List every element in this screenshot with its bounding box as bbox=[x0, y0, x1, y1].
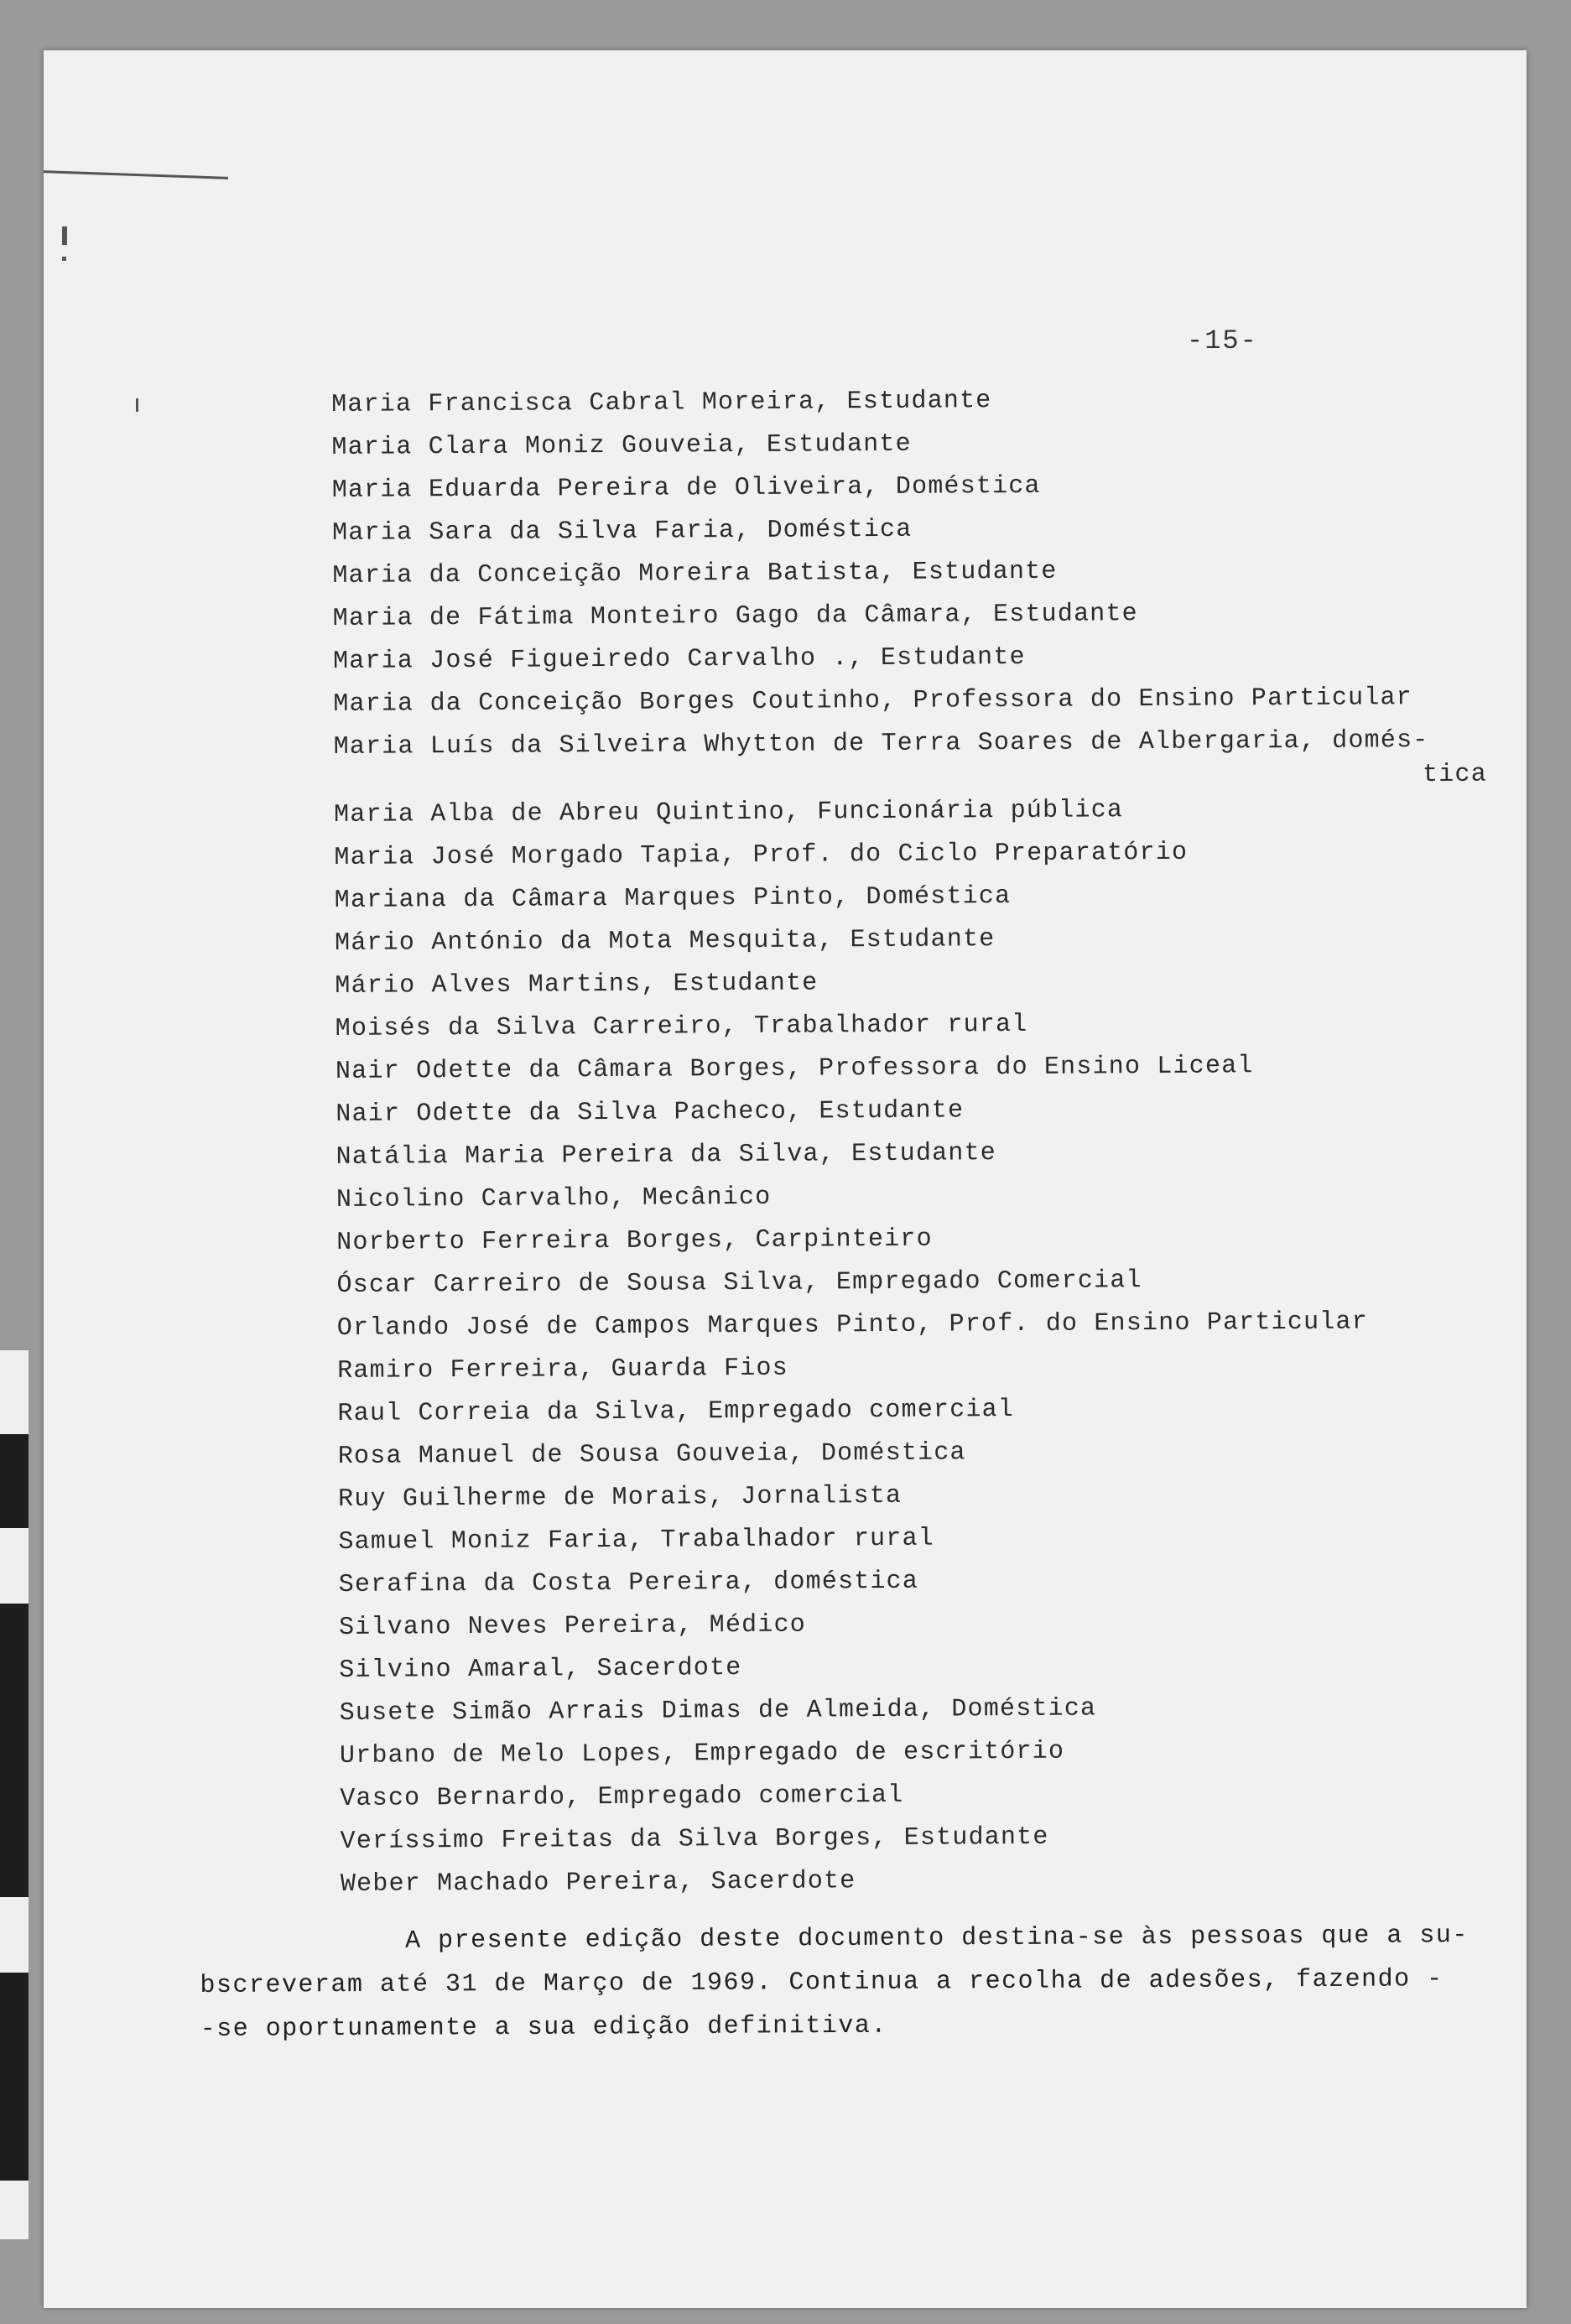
signatory-entry: Mariana da Câmara Marques Pinto, Doméstica bbox=[334, 882, 1012, 915]
signatory-entry: Maria Sara da Silva Faria, Doméstica bbox=[331, 515, 913, 548]
signatory-occupation: Empregado comercial bbox=[708, 1396, 1015, 1427]
signatory-list bbox=[331, 377, 1515, 1906]
signatory-occupation: Jornalista bbox=[741, 1481, 903, 1512]
signatory-entry: Nair Odette da Câmara Borges, Professora do Ensino Liceal bbox=[335, 1052, 1254, 1086]
signatory-entry: Orlando José de Campos Marques Pinto, Prof. do Ensino Particular bbox=[336, 1308, 1368, 1343]
signatory-occupation: Estudante bbox=[673, 969, 819, 999]
signatory-entry: Raul Correia da Silva, Empregado comercial bbox=[337, 1396, 1015, 1428]
signatory-occupation: Estudante bbox=[766, 429, 912, 460]
signatory-entry: Serafina da Costa Pereira, doméstica bbox=[338, 1567, 919, 1599]
signatory-name: Veríssimo Freitas da Silva Borges bbox=[340, 1824, 872, 1856]
signatory-occupation: Médico bbox=[709, 1610, 807, 1640]
signatory-entry: Veríssimo Freitas da Silva Borges, Estudante bbox=[340, 1822, 1049, 1856]
signatory-occupation: Doméstica bbox=[895, 471, 1041, 502]
signatory-occupation: Trabalhador rural bbox=[753, 1010, 1028, 1041]
signatory-occupation: Sacerdote bbox=[596, 1654, 742, 1684]
signatory-occupation: Doméstica bbox=[767, 515, 913, 545]
signatory-entry: Rosa Manuel de Sousa Gouveia, Doméstica bbox=[337, 1438, 966, 1471]
closing-line-text: A presente edição deste documento destina-se às pessoas que a su- bbox=[405, 1921, 1469, 1956]
signatory-name: Orlando José de Campos Marques Pinto bbox=[336, 1310, 918, 1343]
signatory-name: Maria Luís da Silveira Whytton de Terra Soares de Albergaria bbox=[333, 726, 1300, 762]
signatory-name: Silvino Amaral bbox=[339, 1655, 565, 1685]
signatory-entry: Maria José Figueiredo Carvalho ., Estudante bbox=[332, 642, 1026, 676]
signatory-entry: Maria da Conceição Borges Coutinho, Professora do Ensino Particular bbox=[333, 684, 1413, 719]
signatory-entry: Maria de Fátima Monteiro Gago da Câmara, Estudante bbox=[332, 600, 1138, 633]
signatory-occupation: Guarda Fios bbox=[611, 1354, 788, 1384]
signatory-name: Raul Correia da Silva bbox=[337, 1397, 676, 1428]
signatory-entry: Ramiro Ferreira, Guarda Fios bbox=[337, 1354, 788, 1386]
signatory-entry: Nair Odette da Silva Pacheco, Estudante bbox=[336, 1096, 965, 1129]
signatory-name: Nair Odette da Câmara Borges bbox=[335, 1054, 787, 1086]
signatory-name: Mário António da Mota Mesquita bbox=[334, 926, 819, 958]
signatory-entry: Maria Luís da Silveira Whytton de Terra Soares de Albergaria, domés- tica bbox=[333, 719, 1507, 794]
signatory-occupation: doméstica bbox=[773, 1567, 919, 1597]
pencil-mark bbox=[62, 257, 66, 261]
closing-paragraph bbox=[200, 1914, 1526, 2051]
pencil-mark bbox=[136, 398, 138, 412]
ruler-segment bbox=[0, 1897, 29, 1973]
signatory-entry: Weber Machado Pereira, Sacerdote bbox=[340, 1867, 856, 1899]
signatory-occupation: Prof. do Ensino Particular bbox=[949, 1308, 1368, 1339]
signatory-entry: Vasco Bernardo, Empregado comercial bbox=[340, 1781, 904, 1813]
signatory-name: Serafina da Costa Pereira bbox=[338, 1568, 741, 1599]
signatory-occupation: Professora do Ensino Particular bbox=[913, 684, 1413, 715]
signatory-entry: Maria Francisca Cabral Moreira, Estudante bbox=[331, 387, 992, 419]
signatory-entry: Natália Maria Pereira da Silva, Estudante bbox=[336, 1139, 997, 1172]
signatory-occupation: Estudante bbox=[851, 1139, 997, 1169]
signatory-name: Ruy Guilherme de Morais bbox=[338, 1483, 709, 1514]
pencil-mark bbox=[62, 226, 67, 245]
signatory-occupation: Estudante bbox=[846, 387, 992, 417]
signatory-entry: Susete Simão Arrais Dimas de Almeida, Doméstica bbox=[339, 1694, 1097, 1728]
signatory-occupation: Doméstica bbox=[820, 1438, 966, 1469]
signatory-name: Mariana da Câmara Marques Pinto bbox=[334, 883, 835, 915]
signatory-name: Rosa Manuel de Sousa Gouveia bbox=[337, 1439, 789, 1471]
closing-line: -se oportunamente a sua edição definitiva. bbox=[200, 2011, 887, 2044]
signatory-name: Ramiro Ferreira bbox=[337, 1355, 580, 1386]
signatory-name: Maria de Fátima Monteiro Gago da Câmara bbox=[332, 600, 961, 633]
signatory-occupation: Estudante bbox=[992, 600, 1138, 630]
signatory-name: Nicolino Carvalho bbox=[336, 1183, 611, 1214]
signatory-name: Maria Francisca Cabral Moreira bbox=[331, 387, 815, 419]
signatory-entry: Mário Alves Martins, Estudante bbox=[335, 969, 819, 1001]
signatory-occupation: Prof. do Ciclo Preparatório bbox=[752, 838, 1189, 870]
signatory-entry: Mário António da Mota Mesquita, Estudante bbox=[334, 925, 996, 958]
signatory-occupation: Estudante bbox=[850, 925, 996, 955]
signatory-entry: Ruy Guilherme de Morais, Jornalista bbox=[338, 1481, 903, 1514]
signatory-entry: Maria Eduarda Pereira de Oliveira, Doméstica bbox=[331, 471, 1041, 505]
signatory-entry: Norberto Ferreira Borges, Carpinteiro bbox=[336, 1224, 933, 1257]
signatory-entry: Samuel Moniz Faria, Trabalhador rural bbox=[338, 1524, 935, 1557]
signatory-occupation: Estudante bbox=[880, 642, 1026, 673]
signatory-entry: Moisés da Silva Carreiro, Trabalhador rural bbox=[335, 1010, 1028, 1043]
signatory-name: Susete Simão Arrais Dimas de Almeida bbox=[339, 1695, 920, 1728]
signatory-entry: Óscar Carreiro de Sousa Silva, Empregado Comercial bbox=[336, 1266, 1142, 1300]
signatory-entry: Silvano Neves Pereira, Médico bbox=[338, 1610, 807, 1642]
signatory-entry: Maria Alba de Abreu Quintino, Funcionária pública bbox=[334, 796, 1124, 829]
signatory-entry: Urbano de Melo Lopes, Empregado de escritório bbox=[339, 1737, 1065, 1770]
signatory-occupation: Carpinteiro bbox=[755, 1224, 933, 1255]
signatory-occupation-continued: tica bbox=[1422, 760, 1487, 790]
signatory-entry: Maria da Conceição Moreira Batista, Estudante bbox=[332, 557, 1058, 590]
signatory-name: Moisés da Silva Carreiro bbox=[335, 1012, 722, 1043]
signatory-name: Silvano Neves Pereira bbox=[338, 1611, 678, 1642]
signatory-occupation: Professora do Ensino Liceal bbox=[818, 1052, 1254, 1084]
ruler-segment bbox=[0, 2181, 29, 2239]
signatory-occupation: Estudante bbox=[819, 1096, 965, 1126]
signatory-entry: Silvino Amaral, Sacerdote bbox=[339, 1654, 742, 1685]
signatory-name: Maria Clara Moniz Gouveia bbox=[331, 431, 735, 462]
signatory-entry: Maria José Morgado Tapia, Prof. do Ciclo Preparatório bbox=[334, 838, 1189, 872]
signatory-occupation: Empregado Comercial bbox=[835, 1266, 1142, 1297]
signatory-occupation: Empregado de escritório bbox=[694, 1737, 1065, 1769]
signatory-name: Weber Machado Pereira bbox=[340, 1868, 679, 1899]
signatory-occupation: Mecânico bbox=[642, 1183, 772, 1213]
ruler-segment bbox=[0, 1528, 29, 1604]
signatory-name: Nair Odette da Silva Pacheco bbox=[336, 1097, 788, 1129]
signatory-occupation: Trabalhador rural bbox=[660, 1524, 935, 1555]
signatory-name: Samuel Moniz Faria bbox=[338, 1526, 629, 1557]
signatory-name: Urbano de Melo Lopes bbox=[339, 1739, 663, 1770]
page-number: -15- bbox=[1187, 325, 1258, 356]
signatory-occupation: Doméstica bbox=[951, 1694, 1097, 1724]
signatory-name: Maria José Figueiredo Carvalho . bbox=[332, 644, 849, 676]
signatory-entry: Nicolino Carvalho, Mecânico bbox=[336, 1183, 772, 1214]
closing-line bbox=[200, 1914, 1525, 1964]
signatory-occupation: Estudante bbox=[912, 557, 1058, 587]
signatory-name: Maria José Morgado Tapia bbox=[334, 841, 721, 872]
signatory-occupation: Empregado comercial bbox=[597, 1781, 904, 1812]
scale-ruler bbox=[0, 1350, 29, 2239]
signatory-name: Óscar Carreiro de Sousa Silva bbox=[336, 1268, 804, 1300]
signatory-occupation: Estudante bbox=[903, 1822, 1049, 1853]
signatory-entry: Maria Clara Moniz Gouveia, Estudante bbox=[331, 429, 912, 462]
signatory-name: Maria Sara da Silva Faria bbox=[331, 517, 736, 548]
pencil-mark bbox=[44, 170, 228, 179]
signatory-occupation: Doméstica bbox=[866, 882, 1012, 912]
signatory-name: Maria Alba de Abreu Quintino bbox=[334, 798, 785, 829]
signatory-name: Vasco Bernardo bbox=[340, 1783, 566, 1813]
signatory-name: Norberto Ferreira Borges bbox=[336, 1226, 724, 1257]
signatory-name: Maria Eduarda Pereira de Oliveira bbox=[331, 473, 864, 505]
signatory-occupation: domés- bbox=[1332, 726, 1429, 756]
signatory-name: Maria da Conceição Borges Coutinho bbox=[333, 687, 882, 719]
ruler-segment bbox=[0, 1350, 29, 1434]
signatory-occupation: Funcionária pública bbox=[817, 796, 1124, 827]
signatory-name: Mário Alves Martins bbox=[335, 970, 642, 1001]
closing-line: bscreveram até 31 de Março de 1969. Continua a recolha de adesões, fazendo - bbox=[200, 1965, 1444, 2000]
signatory-name: Maria da Conceição Moreira Batista bbox=[332, 559, 881, 590]
signatory-name: Natália Maria Pereira da Silva bbox=[336, 1140, 819, 1172]
signatory-occupation: Sacerdote bbox=[710, 1867, 856, 1897]
